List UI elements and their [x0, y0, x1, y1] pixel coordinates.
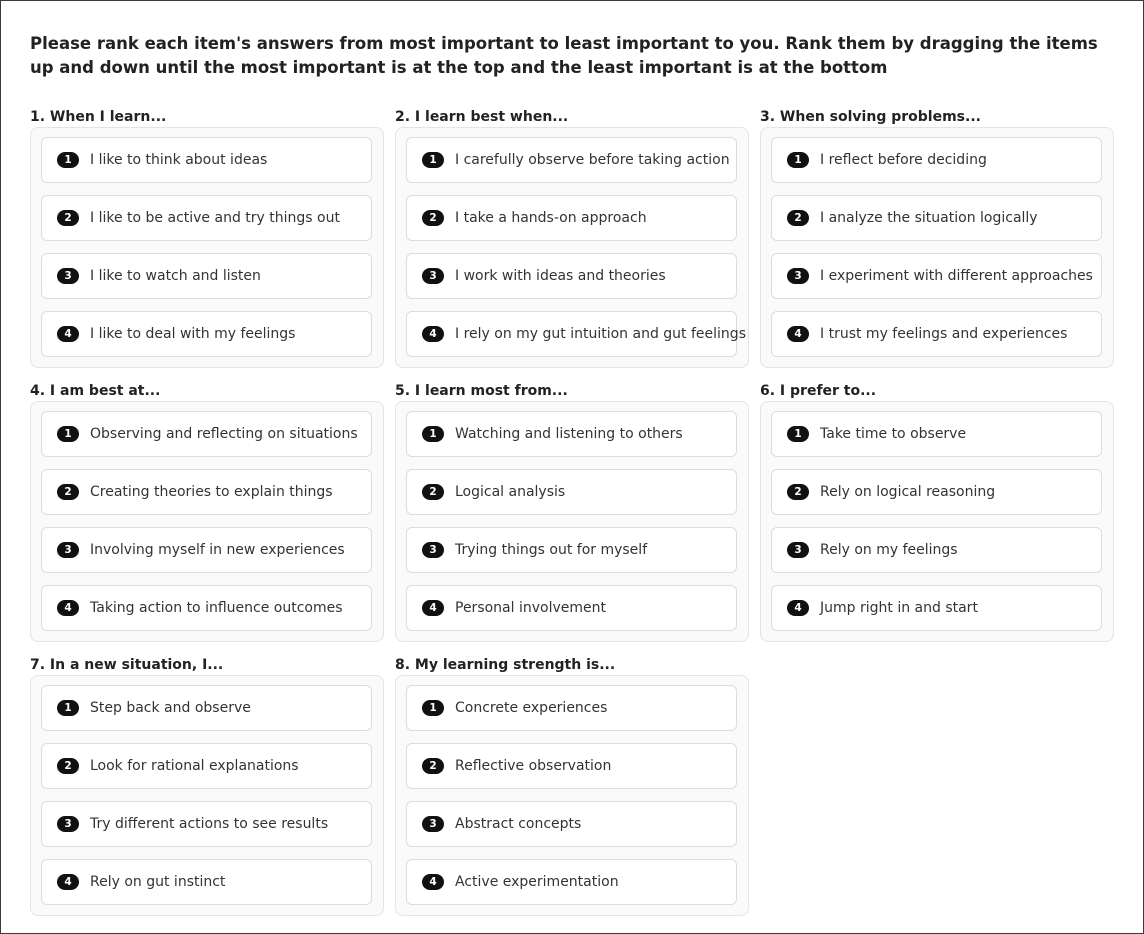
- ranking-option[interactable]: [771, 411, 1102, 457]
- ranking-option[interactable]: [41, 743, 372, 789]
- ranking-option[interactable]: [406, 743, 737, 789]
- option-label: Take time to observe: [820, 426, 967, 442]
- option-label: Observing and reflecting on situations: [90, 426, 358, 442]
- ranking-option[interactable]: [771, 137, 1102, 183]
- question-4: [30, 382, 384, 656]
- ranking-option[interactable]: [41, 469, 372, 515]
- questions-grid: [30, 108, 1114, 930]
- ranking-list: [41, 411, 372, 643]
- option-label: I like to think about ideas: [90, 152, 268, 168]
- option-label: I rely on my gut intuition and gut feelings: [455, 326, 746, 342]
- question-title: 4. I am best at...: [30, 383, 161, 399]
- ranking-option[interactable]: [41, 137, 372, 183]
- question-title: 8. My learning strength is...: [395, 657, 616, 673]
- rank-badge: 2: [422, 758, 444, 774]
- ranking-list: [406, 411, 737, 643]
- rank-badge: 4: [422, 326, 444, 342]
- ranking-list: [41, 137, 372, 369]
- rank-badge: 3: [57, 542, 79, 558]
- ranking-option[interactable]: [406, 311, 746, 357]
- ranking-list-container: [395, 127, 749, 368]
- rank-badge: 1: [57, 700, 79, 716]
- ranking-list-container: [395, 401, 749, 642]
- option-label: Try different actions to see results: [90, 816, 329, 832]
- rank-badge: 2: [422, 484, 444, 500]
- ranking-option[interactable]: [406, 527, 737, 573]
- rank-badge: 4: [787, 326, 809, 342]
- question-5: [395, 382, 749, 656]
- option-label: I reflect before deciding: [820, 152, 987, 168]
- ranking-option[interactable]: [41, 253, 372, 299]
- option-label: I like to be active and try things out: [90, 210, 340, 226]
- option-label: Concrete experiences: [455, 700, 608, 716]
- option-label: Abstract concepts: [455, 816, 582, 832]
- ranking-option[interactable]: [406, 253, 737, 299]
- ranking-list: [771, 137, 1102, 369]
- ranking-option[interactable]: [771, 469, 1102, 515]
- rank-badge: 3: [57, 268, 79, 284]
- option-label: Trying things out for myself: [455, 542, 648, 558]
- instructions-text: Please rank each item's answers from most important to least important to you. Rank them by dragging the items up and down until the most important is at the top and the least important is at the bottom: [30, 34, 1098, 77]
- question-title: 1. When I learn...: [30, 109, 167, 125]
- rank-badge: 4: [422, 874, 444, 890]
- question-title: 3. When solving problems...: [760, 109, 981, 125]
- question-title: 2. I learn best when...: [395, 109, 569, 125]
- rank-badge: 2: [57, 758, 79, 774]
- ranking-option[interactable]: [406, 859, 737, 905]
- ranking-option[interactable]: [406, 685, 737, 731]
- ranking-list: [406, 685, 737, 917]
- rank-badge: 1: [57, 152, 79, 168]
- ranking-option[interactable]: [41, 859, 372, 905]
- option-label: I take a hands-on approach: [455, 210, 647, 226]
- ranking-option[interactable]: [41, 311, 372, 357]
- option-label: Watching and listening to others: [455, 426, 683, 442]
- question-3: [760, 108, 1114, 382]
- ranking-option[interactable]: [41, 685, 372, 731]
- ranking-option[interactable]: [771, 253, 1102, 299]
- rank-badge: 4: [787, 600, 809, 616]
- ranking-list-container: [395, 675, 749, 916]
- option-label: Active experimentation: [455, 874, 619, 890]
- rank-badge: 2: [787, 210, 809, 226]
- ranking-option[interactable]: [406, 195, 737, 241]
- ranking-option[interactable]: [771, 585, 1102, 631]
- question-6: [760, 382, 1114, 656]
- option-label: Personal involvement: [455, 600, 606, 616]
- rank-badge: 4: [57, 600, 79, 616]
- rank-badge: 3: [787, 542, 809, 558]
- rank-badge: 4: [57, 874, 79, 890]
- rank-badge: 4: [422, 600, 444, 616]
- option-label: Creating theories to explain things: [90, 484, 333, 500]
- option-label: Involving myself in new experiences: [90, 542, 345, 558]
- ranking-list: [771, 411, 1102, 643]
- ranking-option[interactable]: [41, 411, 372, 457]
- rank-badge: 2: [57, 210, 79, 226]
- option-label: I work with ideas and theories: [455, 268, 666, 284]
- ranking-list-container: [30, 127, 384, 368]
- question-2: [395, 108, 749, 382]
- option-label: Look for rational explanations: [90, 758, 299, 774]
- option-label: Step back and observe: [90, 700, 251, 716]
- ranking-option[interactable]: [41, 585, 372, 631]
- ranking-option[interactable]: [771, 527, 1102, 573]
- ranking-option[interactable]: [406, 411, 737, 457]
- rank-badge: 1: [787, 152, 809, 168]
- ranking-option[interactable]: [41, 801, 372, 847]
- question-1: [30, 108, 384, 382]
- rank-badge: 3: [787, 268, 809, 284]
- option-label: Logical analysis: [455, 484, 566, 500]
- ranking-list-container: [760, 401, 1114, 642]
- question-title: 6. I prefer to...: [760, 383, 877, 399]
- option-label: Taking action to influence outcomes: [90, 600, 343, 616]
- rank-badge: 3: [422, 816, 444, 832]
- ranking-option[interactable]: [771, 195, 1102, 241]
- rank-badge: 2: [787, 484, 809, 500]
- ranking-option[interactable]: [771, 311, 1102, 357]
- question-8: [395, 656, 749, 930]
- rank-badge: 2: [422, 210, 444, 226]
- ranking-list-container: [30, 675, 384, 916]
- ranking-option[interactable]: [406, 585, 737, 631]
- rank-badge: 1: [422, 700, 444, 716]
- option-label: I analyze the situation logically: [820, 210, 1038, 226]
- ranking-option[interactable]: [406, 137, 737, 183]
- rank-badge: 3: [422, 542, 444, 558]
- rank-badge: 2: [57, 484, 79, 500]
- option-label: I trust my feelings and experiences: [820, 326, 1068, 342]
- option-label: Rely on gut instinct: [90, 874, 226, 890]
- ranking-option[interactable]: [41, 527, 372, 573]
- option-label: Reflective observation: [455, 758, 612, 774]
- ranking-option[interactable]: [41, 195, 372, 241]
- rank-badge: 1: [787, 426, 809, 442]
- option-label: I carefully observe before taking action: [455, 152, 730, 168]
- ranking-option[interactable]: [406, 801, 737, 847]
- ranking-option[interactable]: [406, 469, 737, 515]
- ranking-list: [406, 137, 746, 369]
- ranking-list-container: [760, 127, 1114, 368]
- ranking-survey-page: [1, 1, 1143, 933]
- rank-badge: 1: [57, 426, 79, 442]
- option-label: I like to deal with my feelings: [90, 326, 296, 342]
- question-title: 7. In a new situation, I...: [30, 657, 224, 673]
- ranking-list-container: [30, 401, 384, 642]
- rank-badge: 4: [57, 326, 79, 342]
- rank-badge: 1: [422, 152, 444, 168]
- rank-badge: 1: [422, 426, 444, 442]
- question-title: 5. I learn most from...: [395, 383, 568, 399]
- option-label: Rely on logical reasoning: [820, 484, 996, 500]
- rank-badge: 3: [57, 816, 79, 832]
- question-7: [30, 656, 384, 930]
- rank-badge: 3: [422, 268, 444, 284]
- option-label: Rely on my feelings: [820, 542, 958, 558]
- option-label: Jump right in and start: [820, 600, 978, 616]
- option-label: I experiment with different approaches: [820, 268, 1093, 284]
- ranking-list: [41, 685, 372, 917]
- option-label: I like to watch and listen: [90, 268, 261, 284]
